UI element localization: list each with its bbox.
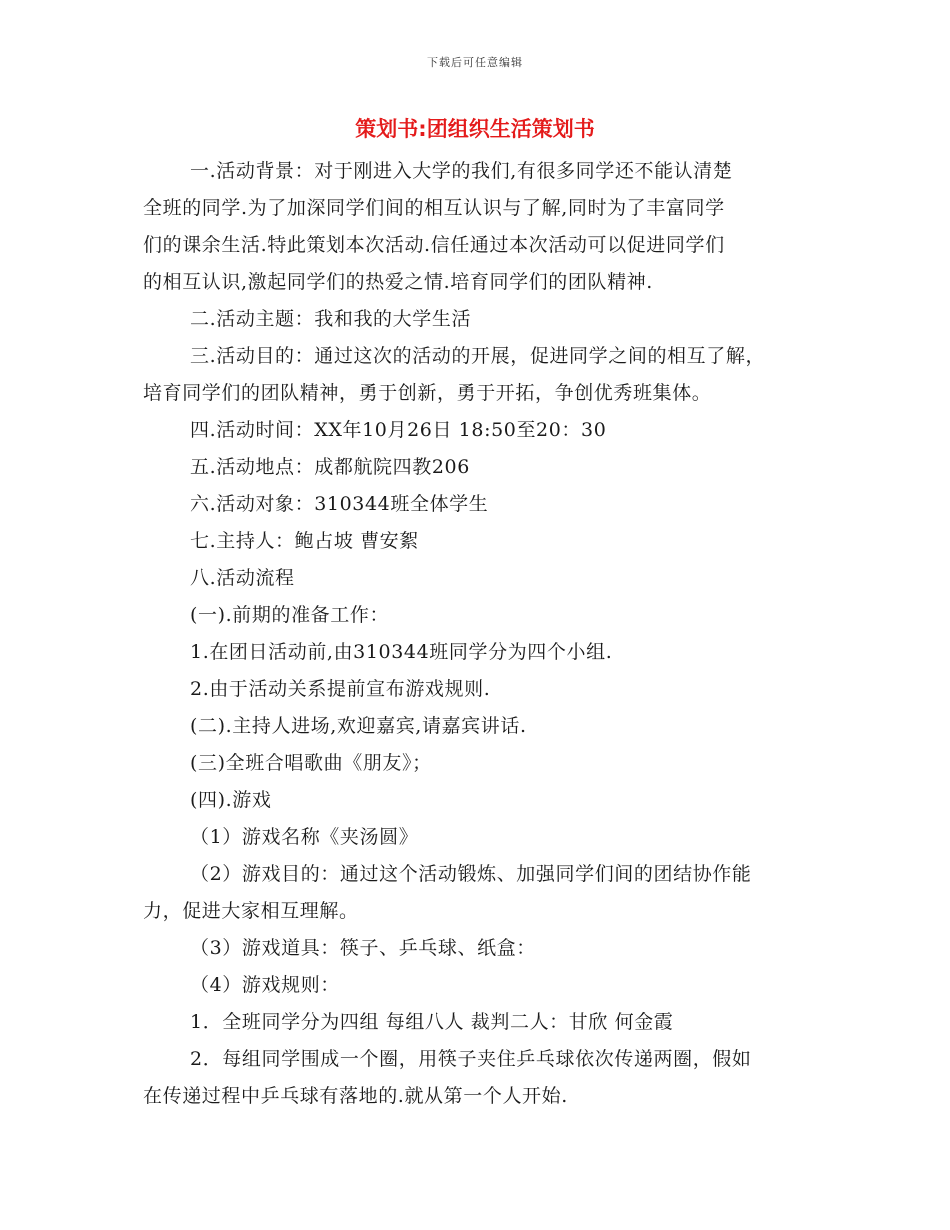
paragraph-line: 二.活动主题：我和我的大学生活 — [190, 308, 472, 330]
paragraph-line: （4）游戏规则： — [190, 974, 340, 996]
paragraph-line: (一).前期的准备工作： — [190, 604, 390, 626]
document-title: 策划书:团组织生活策划书 — [355, 117, 595, 141]
paragraph-line: 培育同学们的团队精神，勇于创新，勇于开拓，争创优秀班集体。 — [143, 382, 712, 404]
paragraph-line: 2.由于活动关系提前宣布游戏规则. — [190, 678, 491, 700]
paragraph-line: （3）游戏道具：筷子、乒乓球、纸盒： — [190, 937, 536, 959]
paragraph-line: (三)全班合唱歌曲《朋友》； — [190, 752, 432, 774]
paragraph-line: 1.在团日活动前,由310344班同学分为四个小组. — [190, 641, 613, 663]
paragraph-line: 八.活动流程 — [190, 567, 295, 589]
paragraph-line: 四.活动时间：XX年10月26日 18:50至20：30 — [190, 419, 607, 441]
paragraph-line: 五.活动地点：成都航院四教206 — [190, 456, 470, 478]
paragraph-line: 的相互认识,激起同学们的热爱之情.培育同学们的团队精神. — [143, 271, 653, 293]
paragraph-line: 在传递过程中乒乓球有落地的.就从第一个人开始. — [143, 1085, 568, 1107]
paragraph-line: 六.活动对象：310344班全体学生 — [190, 493, 489, 515]
paragraph-line: 全班的同学.为了加深同学们间的相互认识与了解,同时为了丰富同学 — [143, 197, 725, 219]
paragraph-line: 们的课余生活.特此策划本次活动.信任通过本次活动可以促进同学们 — [143, 234, 725, 256]
paragraph-line: 力，促进大家相互理解。 — [143, 900, 359, 922]
paragraph-line: 三.活动目的：通过这次的活动的开展，促进同学之间的相互了解， — [190, 345, 766, 367]
paragraph-line: 七.主持人：鲍占坡 曹安絮 — [190, 530, 419, 552]
paragraph-line: （1）游戏名称《夹汤圆》 — [190, 826, 419, 848]
paragraph-line: 2．每组同学围成一个圈，用筷子夹住乒乓球依次传递两圈，假如 — [190, 1048, 752, 1070]
paragraph-line: (四).游戏 — [190, 789, 272, 811]
paragraph-line: 一.活动背景：对于刚进入大学的我们,有很多同学还不能认清楚 — [190, 160, 733, 182]
page-header-note: 下载后可任意编辑 — [427, 56, 523, 69]
paragraph-line: （2）游戏目的：通过这个活动锻炼、加强同学们间的团结协作能 — [190, 863, 752, 885]
paragraph-line: (二).主持人进场,欢迎嘉宾,请嘉宾讲话. — [190, 715, 527, 737]
paragraph-line: 1．全班同学分为四组 每组八人 裁判二人：甘欣 何金霞 — [190, 1011, 674, 1033]
